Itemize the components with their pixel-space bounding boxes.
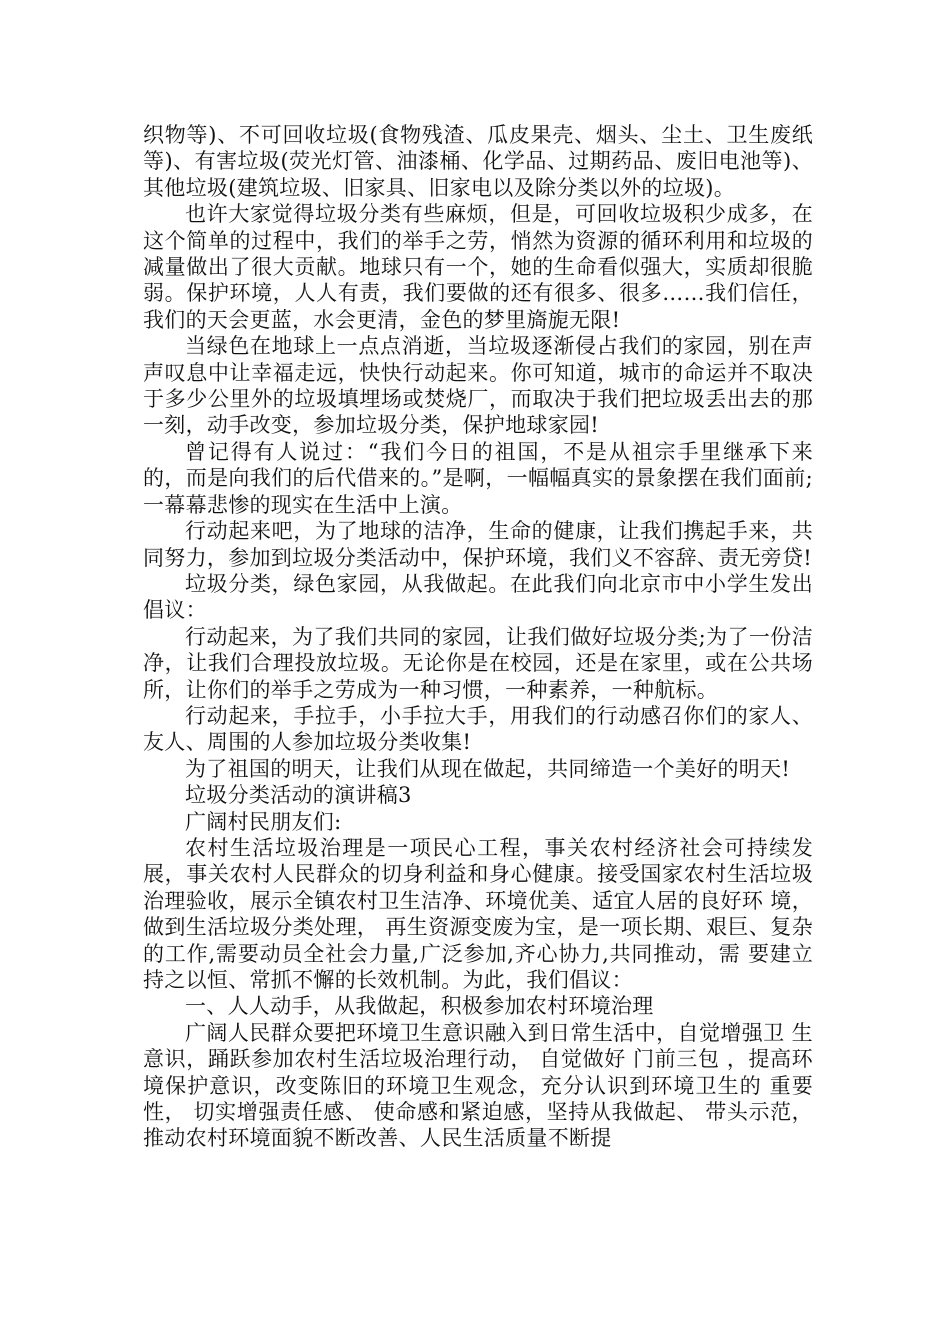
document-page [143, 122, 813, 1152]
paragraph-initiative-habit: 行动起来，为了我们共同的家园，让我们做好垃圾分类;为了一份洁净，让我们合理投放垃圾。无论你是在校园，还是在家里，或在公共场所，让你们的举手之劳成为一种习惯，一种素养，一种航标。 [143, 624, 813, 702]
subheading-everyone-acts: 一、人人动手，从我做起，积极参加农村环境治理 [185, 994, 654, 1019]
paragraph-rural-governance: 农村生活垃圾治理是一项民心工程，事关农村经济社会可持续发 展，事关农村人民群众的切身利益和身心健康。接受国家农村生活垃圾治理验收，展示全镇农村卫生洁净、环境优美、适宜人居的良好环 境， 做到生活垃圾分类处理， 再生资源变废为宝，是一项长期、艰巨、复杂的工作,需要动员全社会力量,广泛参加,齐心协力,共同推动，需 要建立持之以恒、常抓不懈的长效机制。为此，我们倡议： [143, 835, 813, 992]
paragraph-hygiene-awareness: 广阔人民群众要把环境卫生意识融入到日常生活中，自觉增强卫 生意识，踊跃参加农村生活垃圾治理行动， 自觉做好 门前三包 ，提高环境保护意识，改变陈旧的环境卫生观念，充分认识到环境卫生的 重要性， 切实增强责任感、 使命感和紧迫感，坚持从我做起、 带头示范，推动农村环境面貌不断改善、人民生活质量不断提 [143, 1020, 813, 1151]
salutation: 广阔村民朋友们: [185, 809, 342, 834]
paragraph-join-hands: 行动起来吧，为了地球的洁净，生命的健康，让我们携起手来，共同努力，参加到垃圾分类活动中，保护环境，我们义不容辞、责无旁贷! [143, 519, 813, 570]
section-title: 垃圾分类活动的演讲稿3 [185, 783, 412, 808]
paragraph-initiative-family: 行动起来，手拉手，小手拉大手，用我们的行动感召你们的家人、友人、周围的人参加垃圾分类收集! [143, 703, 813, 755]
paragraph-quote: 曾记得有人说过：“我们今日的祖国，不是从祖宗手里继承下来的，而是向我们的后代借来的。”是啊，一幅幅真实的景象摆在我们面前;一幕幕悲惨的现实在生活中上演。 [143, 439, 813, 517]
paragraph-initiative-future: 为了祖国的明天，让我们从现在做起，共同缔造一个美好的明天! [185, 756, 791, 781]
paragraph-act-now: 当绿色在地球上一点点消逝，当垃圾逐渐侵占我们的家园，别在声声叹息中让幸福走远，快快行动起来。你可知道，城市的命运并不取决于多少公里外的垃圾填埋场或焚烧厂，而取决于我们把垃圾丢出去的那一刻，动手改变，参加垃圾分类，保护地球家园! [143, 334, 813, 438]
paragraph-recyclable-benefits: 也许大家觉得垃圾分类有些麻烦，但是，可回收垃圾积少成多，在这个简单的过程中，我们的举手之劳，悄然为资源的循环利用和垃圾的减量做出了很大贡献。地球只有一个，她的生命看似强大，实质却很脆弱。保护环境，人人有责，我们要做的还有很多、很多……我们信任，我们的天会更蓝，水会更清，金色的梦里旖旎无限! [143, 202, 813, 332]
paragraph-waste-categories: 织物等)、不可回收垃圾(食物残渣、瓜皮果壳、烟头、尘土、卫生废纸等)、有害垃圾(荧光灯管、油漆桶、化学品、过期药品、废旧电池等)、其他垃圾(建筑垃圾、旧家具、旧家电以及除分类以外的垃圾)。 [143, 123, 813, 200]
paragraph-initiative-intro: 垃圾分类，绿色家园，从我做起。在此我们向北京市中小学生发出倡议： [143, 571, 813, 623]
